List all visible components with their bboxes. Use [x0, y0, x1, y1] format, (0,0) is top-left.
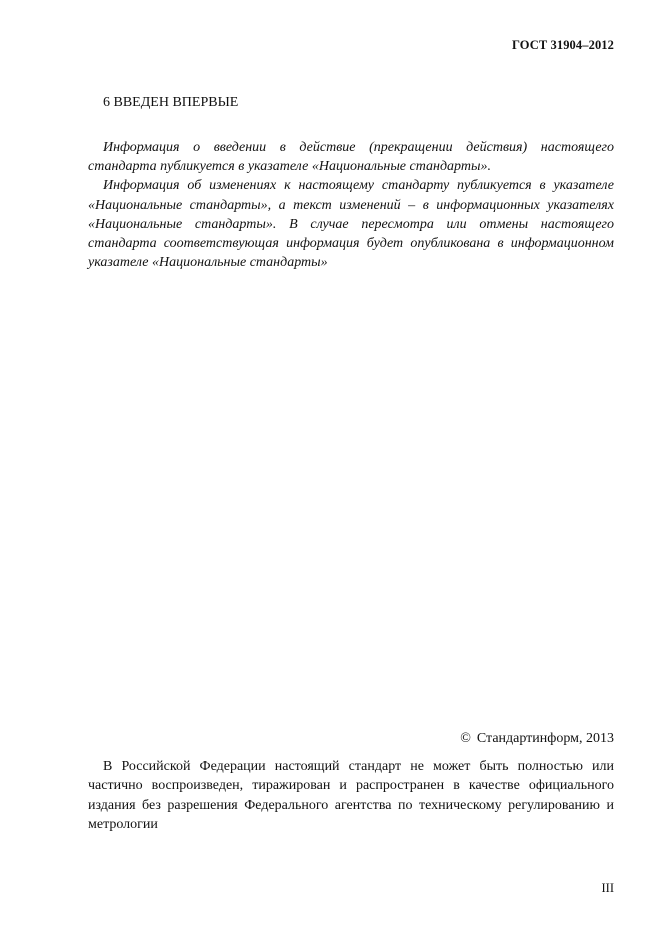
- info-paragraph-changes: Информация об изменениях к настоящему стандарту публикуется в указателе «Национальные стандарты», а текст изменений – в информационных указателях «Национальные стандарты». В случае пересмотра или отмены настоящего стандарта соответствующая информация будет опубликована в информационном указателе «Национальные стандарты»: [88, 178, 614, 271]
- copyright-text: Стандартинформ, 2013: [476, 731, 614, 746]
- page-number: III: [601, 881, 614, 895]
- section-title: 6 ВВЕДЕН ВПЕРВЫЕ: [103, 95, 239, 110]
- info-block: [88, 138, 614, 272]
- copyright-notice: [460, 731, 614, 747]
- info-paragraph-implementation: Информация о введении в действие (прекращении действия) настоящего стандарта публикуется в указателе «Национальные стандарты».: [88, 140, 614, 175]
- copyright-icon: ©: [460, 731, 471, 746]
- document-code-header: ГОСТ 31904–2012: [511, 38, 614, 52]
- legal-notice: В Российской Федерации настоящий стандарт не может быть полностью или частично воспроизведен, тиражирован и распространен в качестве официального издания без разрешения Федерального агентства по техническому регулированию и метрологии: [88, 759, 614, 833]
